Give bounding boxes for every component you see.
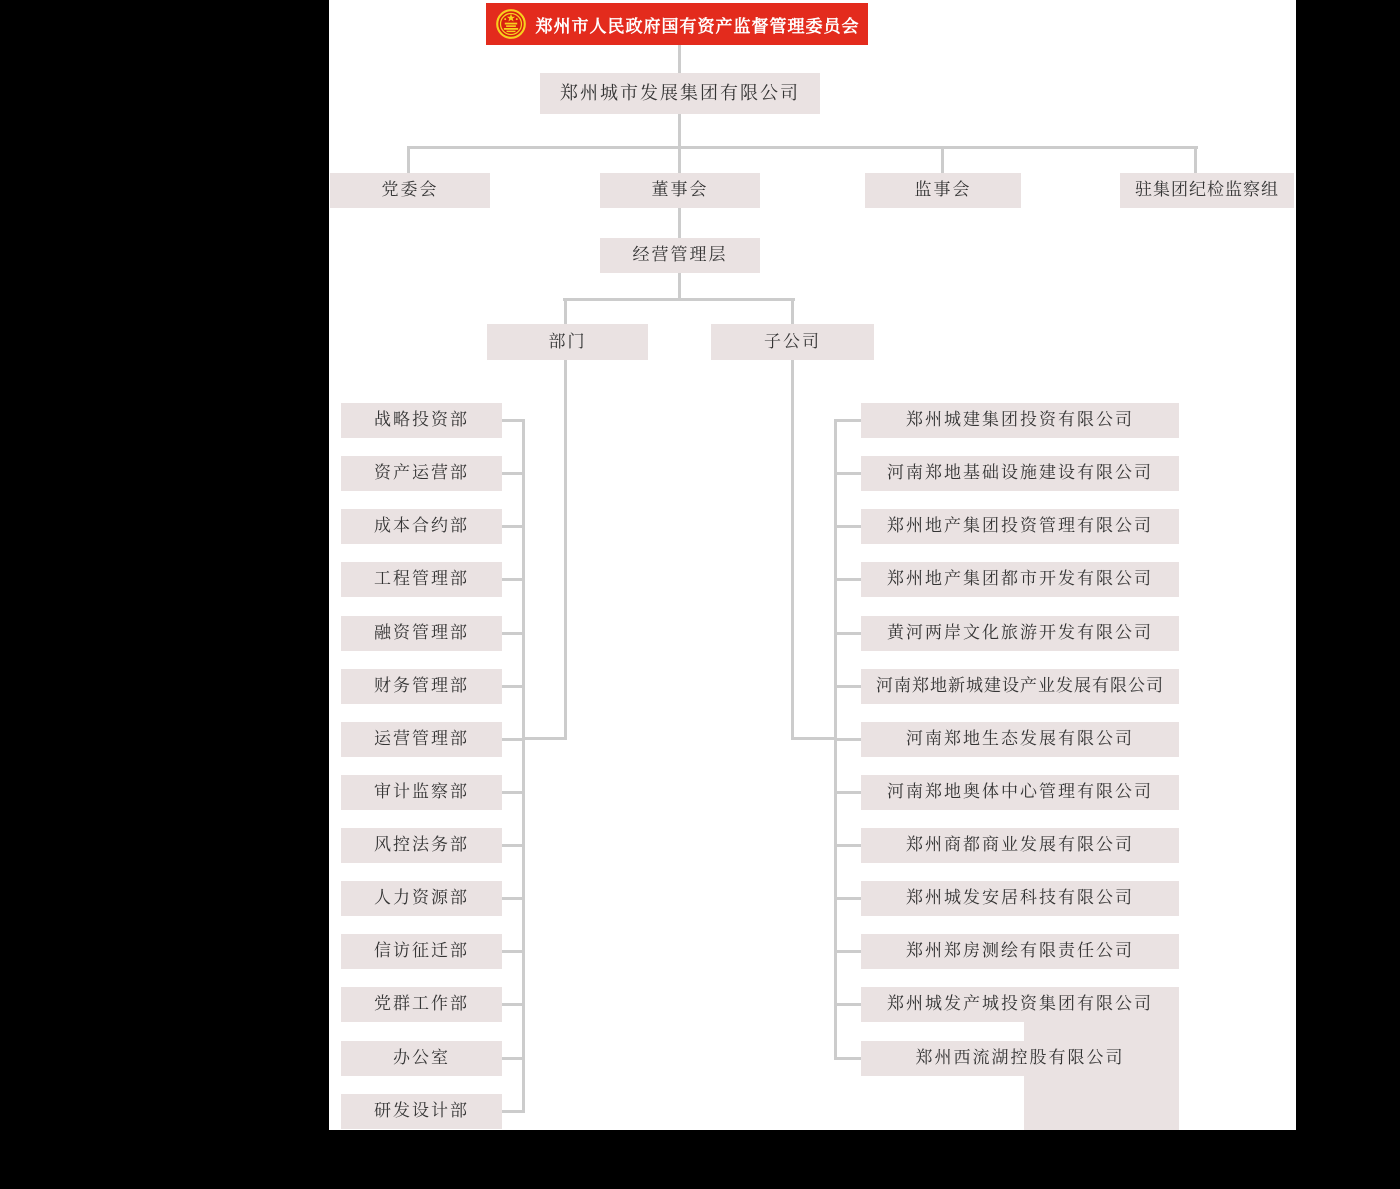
- connector: [407, 146, 410, 173]
- connector: [502, 897, 525, 900]
- dept-node: 资产运营部: [341, 456, 502, 491]
- connector: [502, 738, 525, 741]
- dept-node: 党群工作部: [341, 987, 502, 1022]
- dept-node: 研发设计部: [341, 1094, 502, 1129]
- connector: [563, 298, 795, 301]
- connector: [678, 114, 681, 149]
- subsidiary-node: 河南郑地基础设施建设有限公司: [861, 456, 1179, 491]
- subsidiary-node: 河南郑地奥体中心管理有限公司: [861, 775, 1179, 810]
- connector: [834, 1057, 861, 1060]
- dept-node: 审计监察部: [341, 775, 502, 810]
- connector: [791, 298, 794, 324]
- node-departments: 部门: [487, 324, 648, 360]
- connector: [678, 208, 681, 238]
- node-group-company: 郑州城市发展集团有限公司: [540, 73, 820, 114]
- dept-node: 办公室: [341, 1041, 502, 1076]
- node-management-layer: 经营管理层: [600, 238, 760, 273]
- connector: [834, 738, 861, 741]
- subsidiary-node: 河南郑地新城建设产业发展有限公司: [861, 669, 1179, 704]
- node-board-of-directors: 董事会: [600, 173, 760, 208]
- connector: [407, 146, 1198, 149]
- connector: [522, 737, 567, 740]
- connector: [834, 791, 861, 794]
- connector: [502, 419, 525, 422]
- dept-node: 工程管理部: [341, 562, 502, 597]
- connector: [834, 525, 861, 528]
- node-supervisory-board: 监事会: [865, 173, 1021, 208]
- dept-node: 融资管理部: [341, 616, 502, 651]
- connector: [791, 737, 837, 740]
- node-party-committee: 党委会: [330, 173, 490, 208]
- dept-node: 战略投资部: [341, 403, 502, 438]
- connector: [1194, 146, 1197, 173]
- connector: [834, 632, 861, 635]
- dept-node: 运营管理部: [341, 722, 502, 757]
- connector: [502, 1110, 525, 1113]
- connector: [834, 685, 861, 688]
- connector: [834, 950, 861, 953]
- subsidiary-node: 郑州商都商业发展有限公司: [861, 828, 1179, 863]
- connector: [502, 1003, 525, 1006]
- dept-node: 财务管理部: [341, 669, 502, 704]
- subsidiary-node: 河南郑地生态发展有限公司: [861, 722, 1179, 757]
- dept-node: 成本合约部: [341, 509, 502, 544]
- connector: [834, 419, 861, 422]
- subsidiary-node: 郑州城建集团投资有限公司: [861, 403, 1179, 438]
- connector: [564, 360, 567, 740]
- connector: [522, 419, 525, 1113]
- connector: [502, 472, 525, 475]
- dept-node: 人力资源部: [341, 881, 502, 916]
- subsidiary-node: 郑州地产集团投资管理有限公司: [861, 509, 1179, 544]
- connector: [834, 472, 861, 475]
- connector: [678, 273, 681, 301]
- connector: [502, 685, 525, 688]
- connector: [502, 844, 525, 847]
- subsidiary-node: 黄河两岸文化旅游开发有限公司: [861, 616, 1179, 651]
- connector: [834, 897, 861, 900]
- connector: [941, 146, 944, 173]
- connector: [678, 146, 681, 173]
- banner-title: 郑州市人民政府国有资产监督管理委员会: [535, 16, 860, 37]
- subsidiary-node: 郑州西流湖控股有限公司: [861, 1041, 1179, 1076]
- connector: [834, 1003, 861, 1006]
- subsidiary-node: 郑州城发安居科技有限公司: [861, 881, 1179, 916]
- subsidiary-node: 郑州地产集团都市开发有限公司: [861, 562, 1179, 597]
- connector: [678, 45, 681, 73]
- node-discipline-inspection-group: 驻集团纪检监察组: [1120, 173, 1294, 208]
- subsidiary-node: 郑州郑房测绘有限责任公司: [861, 934, 1179, 969]
- national-emblem-icon: [495, 8, 527, 40]
- connector: [834, 844, 861, 847]
- connector: [502, 950, 525, 953]
- sasac-banner: [486, 3, 868, 45]
- connector: [502, 1057, 525, 1060]
- node-subsidiaries: 子公司: [711, 324, 874, 360]
- connector: [502, 525, 525, 528]
- connector: [502, 578, 525, 581]
- connector: [502, 791, 525, 794]
- dept-node: 信访征迁部: [341, 934, 502, 969]
- connector: [834, 578, 861, 581]
- connector: [502, 632, 525, 635]
- subsidiary-node: 郑州城发产城投资集团有限公司: [861, 987, 1179, 1022]
- dept-node: 风控法务部: [341, 828, 502, 863]
- connector: [564, 298, 567, 324]
- connector: [791, 360, 794, 740]
